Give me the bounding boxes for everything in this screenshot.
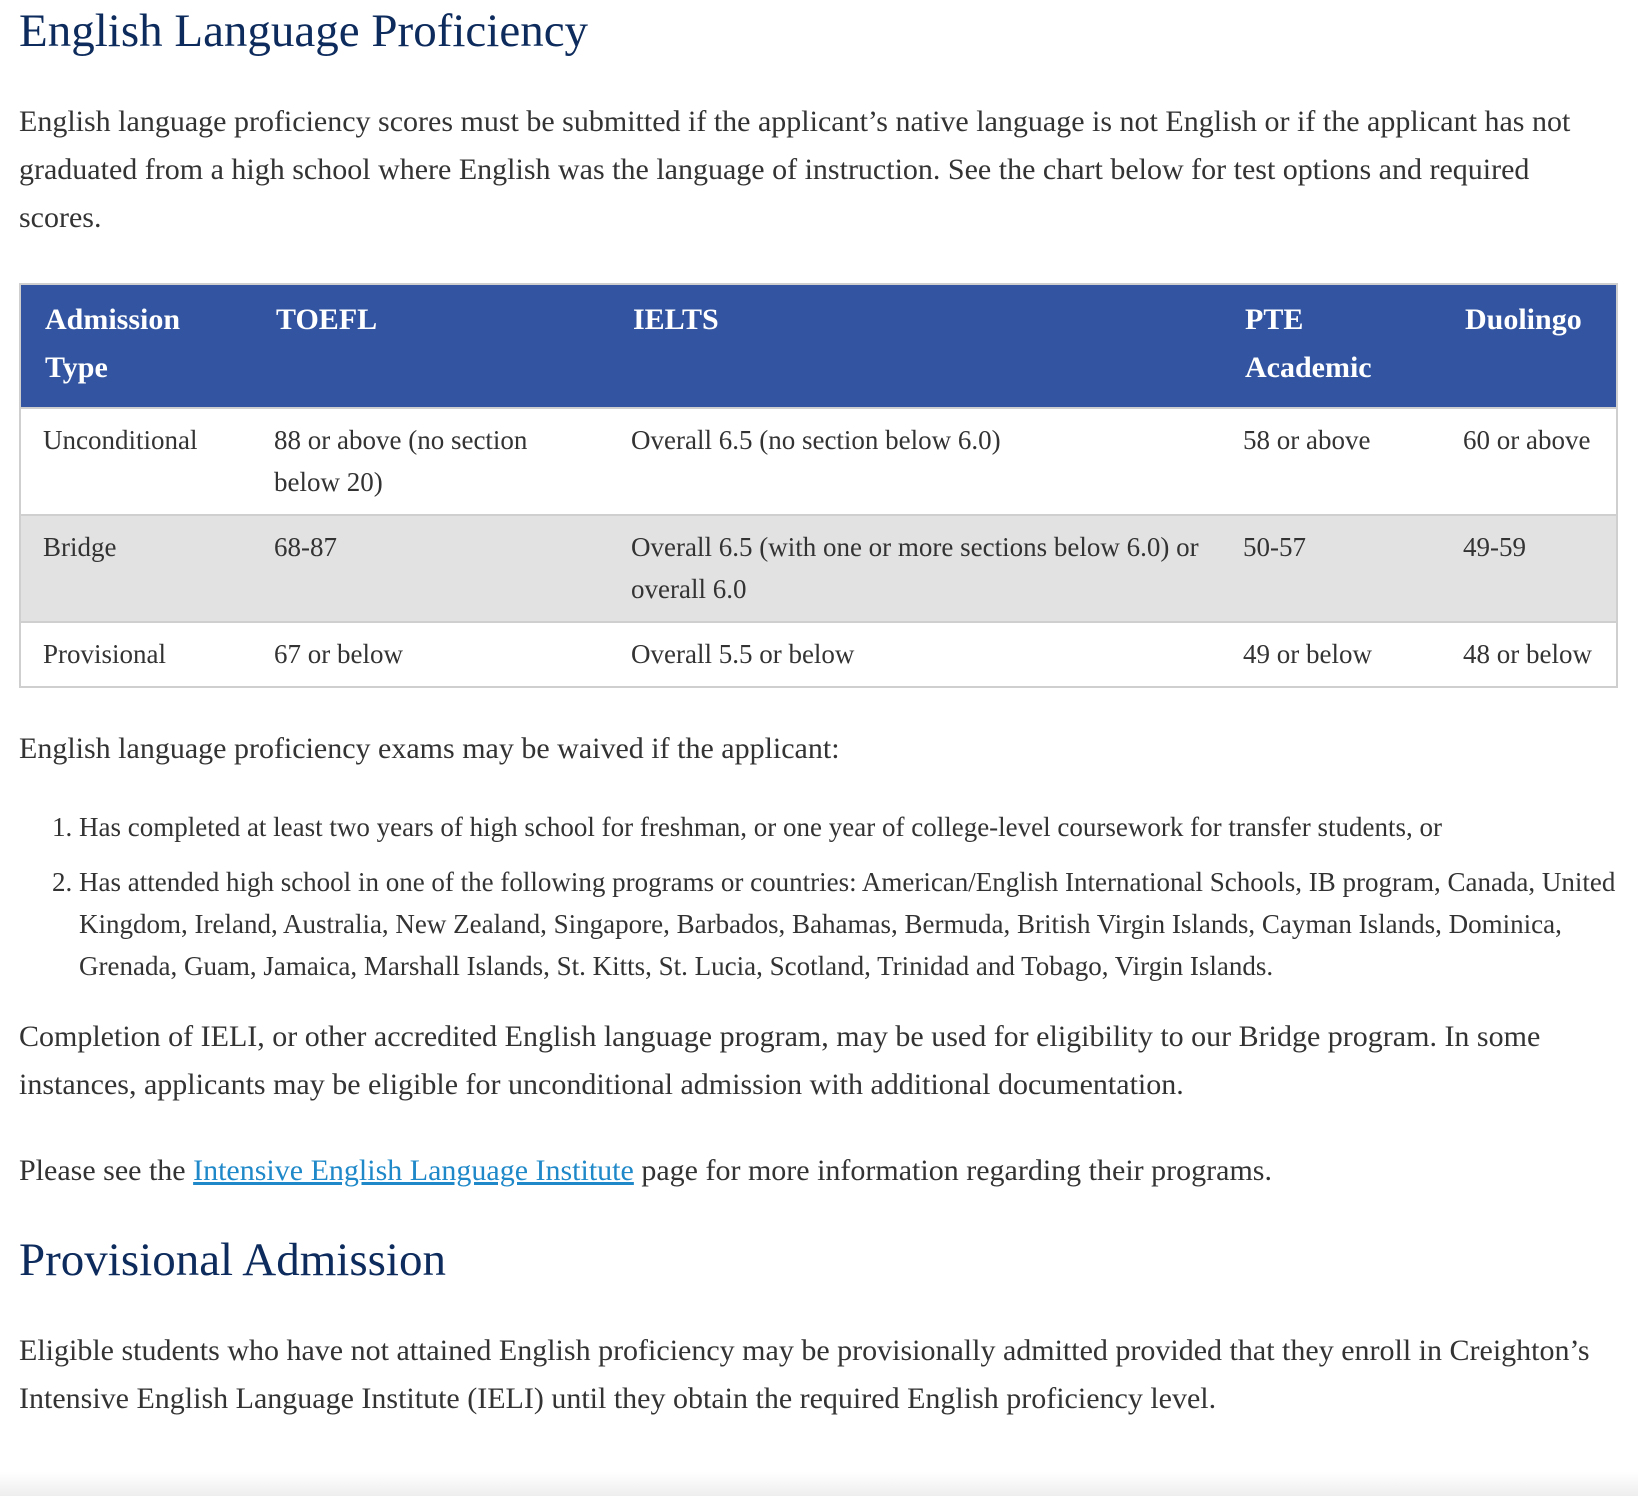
ieli-paragraph: Completion of IELI, or other accredited English language program, may be used for eligibility to our Bridge program. In some instances, applicants may be eligible for unconditional admission with additional documentation. <box>19 1020 1541 1101</box>
column-header-duolingo: Duolingo <box>1441 284 1617 408</box>
ieli-link[interactable]: Intensive English Language Institute <box>193 1154 634 1187</box>
list-item: 1. Has completed at least two years of high school for freshman, or one year of college-level coursework for transfer students, or <box>79 806 1618 848</box>
table-cell: Overall 6.5 (no section below 6.0) <box>609 408 1221 515</box>
table-row-unconditional <box>20 408 1617 515</box>
table-cell: 50-57 <box>1221 515 1441 622</box>
table-cell: Provisional <box>20 622 252 687</box>
column-header-pte-academic: PTE Academic <box>1221 284 1441 408</box>
table-cell: 58 or above <box>1221 408 1441 515</box>
table-cell: 49 or below <box>1221 622 1441 687</box>
table-row-bridge <box>20 515 1617 622</box>
table-header-row <box>20 284 1617 408</box>
table-cell: 68-87 <box>252 515 609 622</box>
table-cell: 60 or above <box>1441 408 1617 515</box>
table-cell: Unconditional <box>20 408 252 515</box>
provisional-paragraph: Eligible students who have not attained English proficiency may be provisionally admitted provided that they enroll in Creighton’s Intensive English Language Institute (IELI) until they obtain the required English proficiency level. <box>19 1334 1590 1415</box>
column-header-toefl: TOEFL <box>252 284 609 408</box>
waiver-intro: English language proficiency exams may be waived if the applicant: <box>19 732 840 765</box>
column-header-admission-type: Admission Type <box>20 284 252 408</box>
table-row-provisional <box>20 622 1617 687</box>
page-title: English Language Proficiency <box>19 5 589 57</box>
section-heading-provisional: Provisional Admission <box>19 1234 446 1286</box>
table-cell: 67 or below <box>252 622 609 687</box>
see-more-text-before: Please see the <box>19 1154 194 1187</box>
table-cell: 88 or above (no section below 20) <box>252 408 609 515</box>
table-cell: 49-59 <box>1441 515 1617 622</box>
table-cell: Overall 5.5 or below <box>609 622 1221 687</box>
intro-paragraph: English language proficiency scores must be submitted if the applicant’s native language is not English or if the applicant has not graduated from a high school where English was the language of instruction. See the chart below for test options and required scores. <box>19 105 1571 234</box>
column-header-ielts: IELTS <box>609 284 1221 408</box>
table-cell: Overall 6.5 (with one or more sections below 6.0) or overall 6.0 <box>609 515 1221 622</box>
bottom-fade-overlay <box>0 1472 1638 1496</box>
table-cell: 48 or below <box>1441 622 1617 687</box>
waiver-list <box>19 806 1618 987</box>
table-cell: Bridge <box>20 515 252 622</box>
see-more-text-after: page for more information regarding their programs. <box>633 1154 1272 1187</box>
list-item: 2. Has attended high school in one of the following programs or countries: American/English International Schools, IB program, Canada, United Kingdom, Ireland, Australia, New Zealand, Singapore, Barbados, Bahamas, Bermuda, British Virgin Islands, Cayman Islands, Dominica, Grenada, Guam, Jamaica, Marshall Islands, St. Kitts, St. Lucia, Scotland, Trinidad and Tobago, Virgin Islands. <box>79 861 1618 987</box>
see-more-paragraph <box>19 1147 1618 1195</box>
score-requirements-table <box>19 283 1618 688</box>
